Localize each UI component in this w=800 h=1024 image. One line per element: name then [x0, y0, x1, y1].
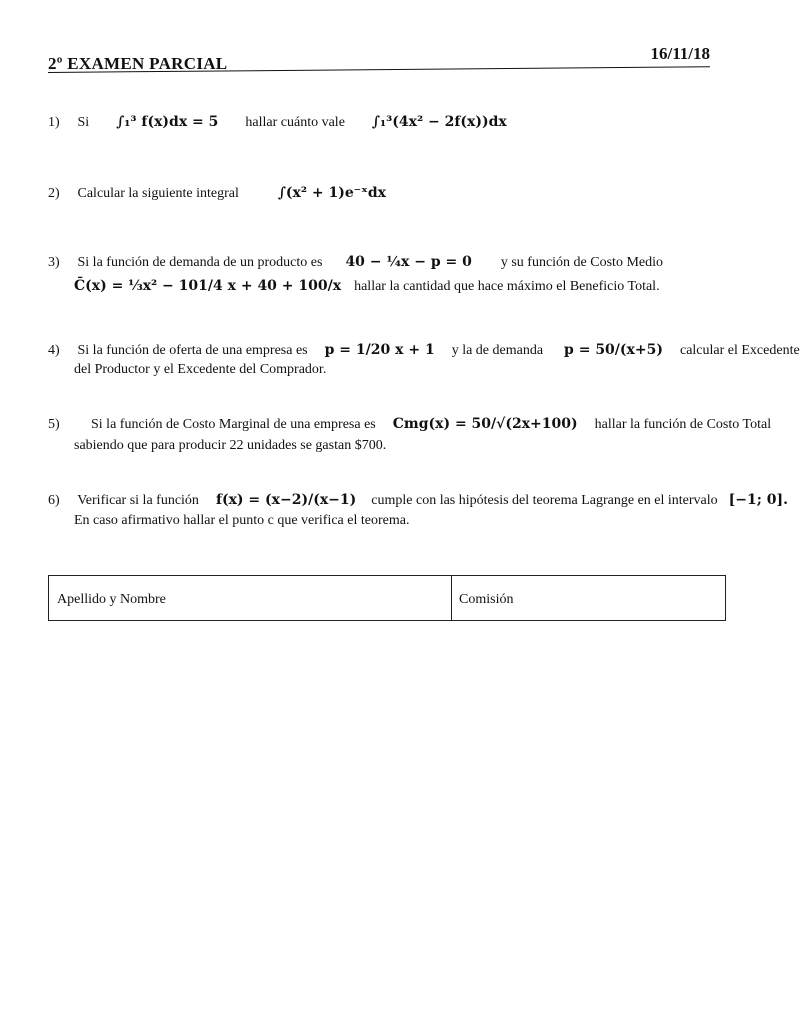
question-6-line-2 — [74, 511, 409, 531]
question-text: Si la función de oferta de una empresa es — [77, 343, 308, 358]
question-5 — [48, 414, 771, 435]
question-1 — [48, 112, 507, 133]
name-field-label: Apellido y Nombre — [57, 592, 166, 607]
question-text: calcular el Excedente — [679, 343, 800, 358]
question-text: y la de demanda — [451, 343, 544, 358]
question-text: del Productor y el Excedente del Comprador. — [74, 362, 327, 377]
math-expression: 40 − ¼x − p = 0 — [345, 254, 472, 270]
question-number: 2) — [48, 186, 60, 201]
commission-field-label: Comisión — [459, 592, 514, 607]
question-5-line-2 — [74, 436, 386, 456]
math-expression: ∫₁³(4x² − 2f(x))dx — [371, 114, 507, 130]
question-text: Calcular la siguiente integral — [77, 186, 239, 201]
math-expression: ∫₁³ f(x)dx = 5 — [116, 114, 219, 130]
math-expression: [−1; 0]. — [728, 492, 789, 508]
question-number: 3) — [48, 255, 60, 270]
question-text: cumple con las hipótesis del teorema Lagrange en el intervalo — [371, 493, 718, 508]
form-divider — [451, 576, 452, 620]
question-text: Verificar si la función — [77, 493, 199, 508]
question-text: hallar la cantidad que hace máximo el Beneficio Total. — [354, 279, 660, 294]
question-text: hallar la función de Costo Total — [594, 417, 772, 432]
exam-title: 2º EXAMEN PARCIAL — [48, 54, 228, 73]
exam-date: 16/11/18 — [650, 44, 710, 63]
math-expression: p = 50/(x+5) — [564, 342, 663, 358]
math-expression: p = 1/20 x + 1 — [324, 342, 435, 358]
question-number: 6) — [48, 493, 60, 508]
math-expression: ∫(x² + 1)e⁻ˣdx — [277, 185, 386, 201]
question-2 — [48, 183, 386, 204]
student-info-box — [48, 575, 726, 621]
question-4-line-2 — [74, 360, 326, 380]
question-text: Si la función de Costo Marginal de una empresa es — [91, 417, 376, 432]
question-number: 4) — [48, 343, 60, 358]
question-3 — [48, 252, 663, 273]
question-text: sabiendo que para producir 22 unidades se gastan $700. — [74, 438, 387, 453]
question-number: 5) — [48, 417, 60, 432]
math-expression: f(x) = (x−2)/(x−1) — [215, 492, 357, 508]
question-3-line-2 — [74, 276, 660, 297]
question-6 — [48, 490, 788, 511]
math-expression: Cmg(x) = 50/√(2x+100) — [392, 416, 578, 432]
question-text: Si — [77, 115, 90, 130]
question-text: Si la función de demanda de un producto es — [77, 255, 323, 270]
question-text: En caso afirmativo hallar el punto c que verifica el teorema. — [74, 513, 410, 528]
math-expression: C̄(x) = ⅓x² − 101/4 x + 40 + 100/x — [74, 278, 342, 294]
question-text: y su función de Costo Medio — [500, 255, 663, 270]
question-text: hallar cuánto vale — [245, 115, 345, 130]
question-number: 1) — [48, 115, 60, 130]
question-4 — [48, 340, 800, 361]
